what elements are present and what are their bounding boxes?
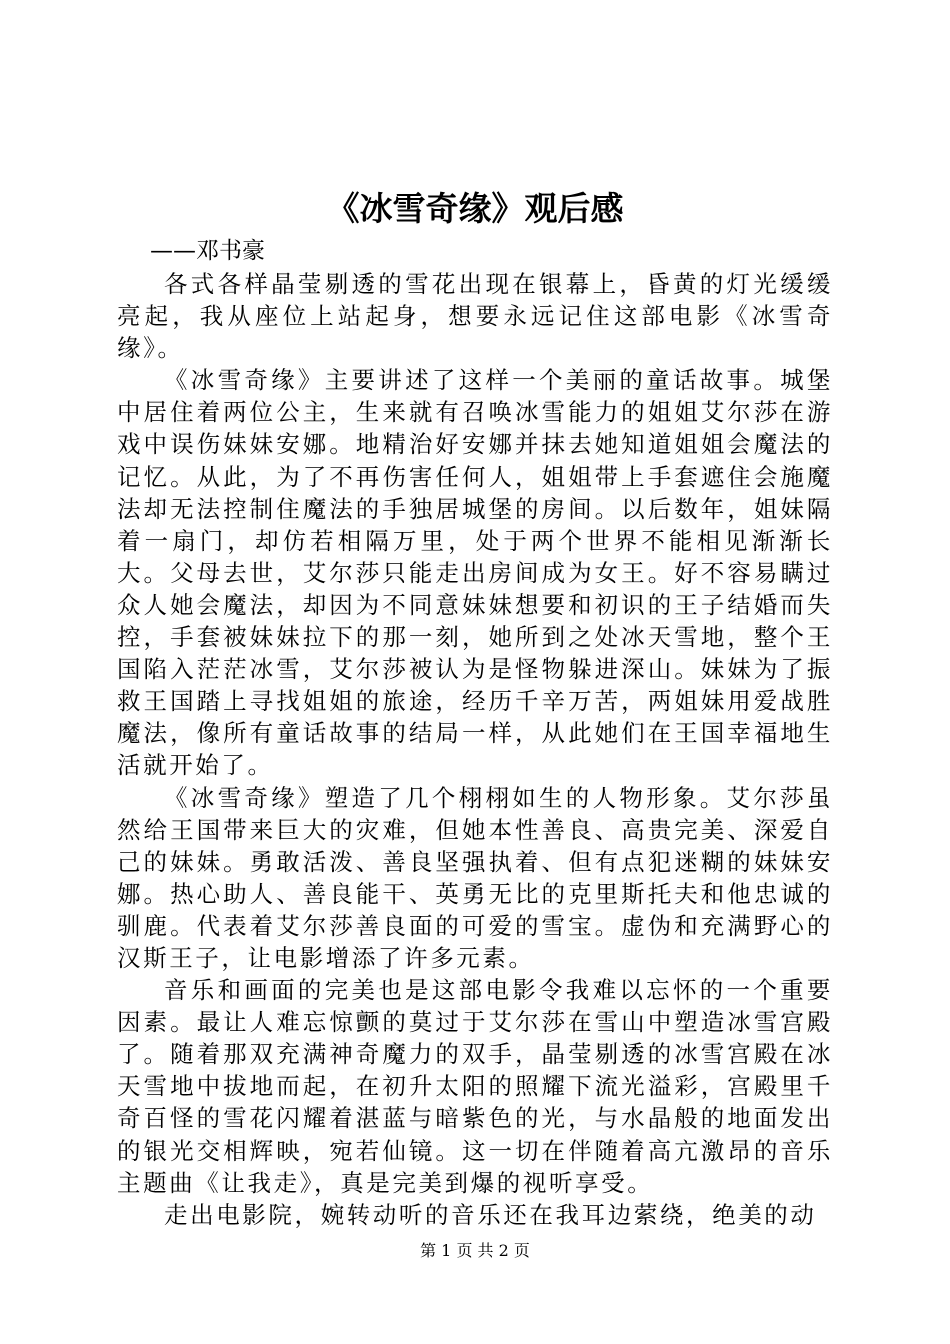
paragraph: 《冰雪奇缘》塑造了几个栩栩如生的人物形象。艾尔莎虽然给王国带来巨大的灾难，但她本性善良、高贵完美、深爱自己的妹妹。勇敢活泼、善良坚强执着、但有点犯迷糊的妹妹安娜。热心助人、善良能干、英勇无比的克里斯托夫和他忠诚的驯鹿。代表着艾尔莎善良面的可爱的雪宝。虚伪和充满野心的汉斯王子，让电影增添了许多元素。 [117, 783, 833, 972]
page-number: 第 1 页 共 2 页 [420, 1241, 530, 1260]
paragraph: 音乐和画面的完美也是这部电影令我难以忘怀的一个重要因素。最让人难忘惊颤的莫过于艾尔莎在雪山中塑造冰雪宫殿了。随着那双充满神奇魔力的双手，晶莹剔透的冰雪宫殿在冰天雪地中拔地而起，在初升太阳的照耀下流光溢彩，宫殿里千奇百怪的雪花闪耀着湛蓝与暗紫色的光，与水晶般的地面发出的银光交相辉映，宛若仙镜。这一切在伴随着高亢激昂的音乐主题曲《让我走》，真是完美到爆的视听享受。 [117, 976, 833, 1197]
author-line: ——邓书豪 [150, 238, 265, 264]
paragraph: 走出电影院，婉转动听的音乐还在我耳边萦绕，绝美的动 [164, 1200, 817, 1229]
page-title: 《冰雪奇缘》观后感 [326, 189, 624, 228]
document-body [117, 268, 833, 1231]
paragraph: 各式各样晶莹剔透的雪花出现在银幕上，昏黄的灯光缓缓亮起，我从座位上站起身，想要永远记住这部电影《冰雪奇缘》。 [117, 270, 833, 363]
paragraph: 《冰雪奇缘》主要讲述了这样一个美丽的童话故事。城堡中居住着两位公主，生来就有召唤冰雪能力的姐姐艾尔莎在游戏中误伤妹妹安娜。地精治好安娜并抹去她知道姐姐会魔法的记忆。从此，为了不再伤害任何人，姐姐带上手套遮住会施魔法却无法控制住魔法的手独居城堡的房间。以后数年，姐妹隔着一扇门，却仿若相隔万里，处于两个世界不能相见渐渐长大。父母去世，艾尔莎只能走出房间成为女王。好不容易瞒过众人她会魔法，却因为不同意妹妹想要和初识的王子结婚而失控，手套被妹妹拉下的那一刻，她所到之处冰天雪地，整个王国陷入茫茫冰雪，艾尔莎被认为是怪物躲进深山。妹妹为了振救王国踏上寻找姐姐的旅途，经历千辛万苦，两姐妹用爱战胜魔法，像所有童话故事的结局一样，从此她们在王国幸福地生活就开始了。 [117, 366, 833, 780]
